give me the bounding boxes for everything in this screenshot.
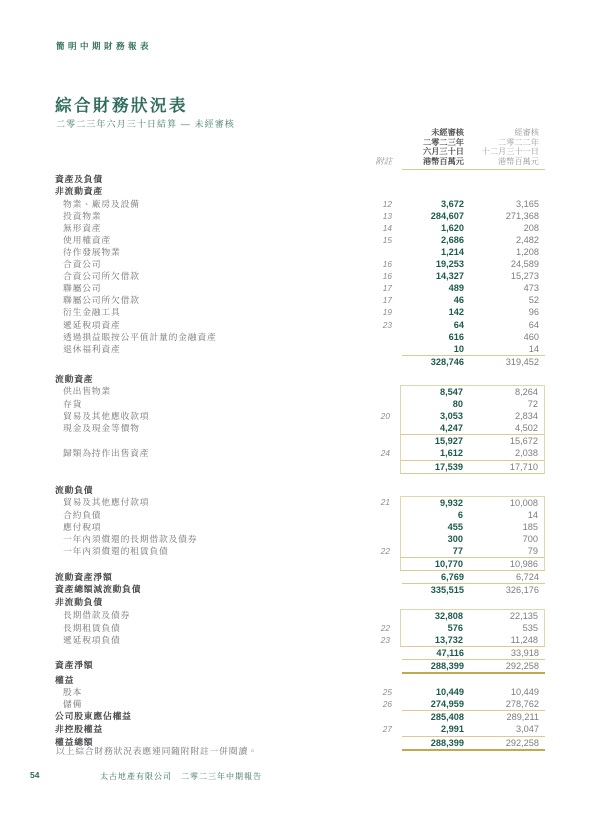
row-label: 聯屬公司 (63, 283, 102, 294)
value-2022 (464, 173, 545, 185)
row-values (400, 385, 545, 398)
value-2023: 10,770 (434, 559, 463, 570)
table-row (55, 282, 545, 294)
row-note-reference: 14 (382, 222, 392, 233)
page-number: 54 (30, 770, 40, 780)
row-note-reference (356, 557, 400, 571)
value-2023 (402, 185, 464, 197)
row-note-reference: 26 (382, 699, 392, 710)
report-section-tag: 簡明中期財務報表 (56, 41, 153, 51)
value-2023: 10 (453, 343, 464, 354)
row-values (402, 373, 545, 385)
table-row (55, 460, 545, 474)
row-note-reference: 23 (380, 634, 390, 645)
value-2023: 576 (447, 622, 463, 633)
row-note-reference: 25 (382, 687, 392, 698)
row-label: 非流動負債 (55, 597, 103, 608)
row-note-reference: 16 (382, 271, 392, 282)
table-row (55, 306, 545, 318)
value-2022: 700 (522, 534, 538, 544)
table-row (55, 319, 545, 331)
row-values (402, 596, 545, 608)
row-label: 資產淨額 (55, 659, 94, 670)
row-label: 供出售物業 (63, 385, 111, 396)
value-2023: 77 (452, 546, 463, 557)
row-note-reference (358, 736, 402, 751)
value-2022: 79 (527, 546, 538, 557)
row-label: 長期借款及債券 (63, 609, 131, 620)
row-label: 貿易及其他應收款項 (63, 411, 150, 422)
row-label: 無形資產 (63, 222, 102, 233)
row-values (402, 185, 545, 197)
col-2023-line3: 六月三十日 (423, 147, 464, 157)
row-label: 儲備 (63, 699, 83, 710)
row-note-reference (356, 422, 400, 434)
row-label: 資產總額減流動負債 (55, 584, 142, 595)
value-2022: 15,273 (510, 271, 539, 282)
value-2023: 300 (447, 534, 463, 544)
row-values (402, 222, 545, 234)
row-label: 非控股權益 (55, 724, 103, 735)
row-label: 退休福利資產 (63, 343, 121, 354)
value-2022 (464, 484, 545, 496)
table-row (55, 484, 545, 496)
value-2023: 19,253 (435, 259, 464, 270)
table-row (55, 222, 545, 234)
table-row (55, 596, 545, 608)
value-2022: 185 (522, 521, 538, 532)
row-values (400, 496, 545, 509)
value-2023: 1,620 (441, 222, 464, 233)
row-values (400, 634, 545, 647)
col-2023-line1: 未經審核 (431, 128, 464, 137)
value-2022: 1,208 (516, 246, 539, 257)
row-values (402, 234, 545, 246)
value-2022: 11,248 (510, 634, 538, 645)
row-label: 一年內須償還的租賃負債 (63, 546, 169, 557)
value-2023: 335,515 (430, 585, 464, 596)
value-2023: 46 (453, 295, 464, 306)
value-2023: 455 (447, 521, 463, 532)
table-row (55, 210, 545, 222)
row-note-reference (358, 373, 402, 385)
table-row (55, 331, 545, 343)
table-row (55, 723, 545, 735)
table-row (55, 185, 545, 197)
value-2022: 10,986 (509, 559, 538, 570)
row-label: 流動負債 (55, 484, 94, 495)
value-2022: 4,502 (515, 423, 538, 434)
row-label: 一年內須償還的長期借款及債券 (63, 534, 198, 544)
value-2023: 15,927 (434, 436, 463, 447)
table-row (55, 571, 545, 583)
table-row (55, 509, 545, 521)
row-label: 貿易及其他應付款項 (63, 496, 150, 507)
row-label: 歸類為持作出售資產 (63, 448, 150, 459)
col-2022-line2: 二零二二年 (498, 137, 539, 147)
col-2023-line4: 港幣百萬元 (423, 156, 464, 166)
table-row (55, 583, 545, 596)
value-2023: 3,053 (440, 411, 463, 422)
table-row (55, 659, 545, 674)
table-row (55, 622, 545, 634)
value-2022: 24,589 (510, 259, 539, 270)
value-2022: 10,008 (509, 497, 538, 508)
row-note-reference: 17 (382, 295, 392, 306)
row-note-reference: 16 (382, 259, 392, 270)
value-2023: 8,547 (440, 386, 463, 397)
row-values (400, 622, 545, 634)
col-2022-line1: 經審核 (514, 128, 539, 137)
col-2022-line3: 十二月三十一日 (481, 147, 539, 157)
row-note-reference (358, 484, 402, 496)
value-2022: 14 (527, 509, 538, 520)
value-2023: 80 (452, 399, 463, 410)
row-values (402, 484, 545, 496)
row-values (400, 460, 545, 474)
row-note-reference: 17 (382, 283, 392, 294)
row-values (402, 331, 545, 343)
value-2023: 6,769 (441, 572, 464, 583)
row-values (400, 434, 545, 447)
table-row (55, 434, 545, 447)
row-note-reference (358, 596, 402, 608)
row-note-reference: 24 (380, 448, 390, 459)
table-row (55, 355, 545, 368)
row-label: 存貨 (63, 399, 83, 410)
value-column-headers (402, 128, 545, 170)
row-label: 衍生金融工具 (63, 307, 121, 318)
row-note-reference (356, 533, 400, 545)
row-label: 現金及現金等價物 (63, 423, 140, 434)
row-values (400, 422, 545, 434)
value-2022: 460 (523, 331, 539, 342)
value-2023: 285,408 (430, 712, 464, 723)
page-subtitle: 二零二三年六月三十日結算 — 未經審核 (56, 119, 235, 129)
row-values (402, 258, 545, 270)
value-2023: 284,607 (430, 210, 464, 221)
row-values (402, 319, 545, 331)
value-2023: 328,746 (430, 356, 464, 367)
row-values (402, 343, 545, 355)
row-note-reference: 19 (382, 307, 392, 318)
row-label (55, 557, 356, 571)
value-2023: 64 (453, 319, 464, 330)
row-label: 權益 (55, 675, 75, 686)
value-2022: 22,135 (509, 610, 538, 621)
row-values (402, 647, 545, 659)
row-note-reference: 23 (382, 319, 392, 330)
table-rows (55, 173, 545, 750)
value-2022: 319,452 (505, 356, 539, 367)
table-row (55, 398, 545, 410)
row-values (402, 723, 545, 735)
value-2022: 52 (528, 295, 539, 306)
row-note-reference (358, 173, 402, 185)
value-2023: 14,327 (435, 271, 464, 282)
page-title: 綜合財務狀況表 (55, 97, 188, 115)
value-2023: 17,539 (434, 461, 463, 472)
table-row (55, 496, 545, 509)
row-note-reference (356, 521, 400, 533)
table-row (55, 373, 545, 385)
row-label: 非流動資產 (55, 186, 103, 197)
row-label: 投資物業 (63, 210, 102, 221)
value-2023 (402, 373, 464, 385)
row-label: 合資公司所欠借款 (63, 271, 140, 282)
row-label: 權益總額 (55, 736, 94, 747)
report-footer: 太古地產有限公司 二零二三年中期報告 (100, 772, 262, 781)
row-values (402, 294, 545, 306)
value-2023: 616 (448, 331, 464, 342)
value-2023: 3,672 (441, 198, 464, 209)
value-2023: 47,116 (436, 647, 464, 658)
row-values (402, 659, 545, 674)
value-2022: 2,834 (515, 411, 538, 422)
table-row (55, 686, 545, 698)
value-2022: 33,918 (510, 647, 539, 658)
row-label (55, 355, 358, 368)
row-note-reference (356, 434, 400, 447)
value-2022 (464, 674, 545, 686)
value-2022: 15,672 (509, 436, 538, 447)
row-label: 股本 (63, 687, 83, 698)
row-note-reference: 27 (382, 724, 392, 735)
value-2022 (464, 185, 545, 197)
value-2023: 1,612 (440, 448, 463, 459)
table-row (55, 647, 545, 659)
row-label: 合資公司 (63, 259, 102, 270)
table-row (55, 533, 545, 545)
value-2022: 3,047 (516, 724, 539, 735)
row-values (400, 398, 545, 410)
value-2023: 13,732 (434, 634, 463, 645)
value-2022: 2,038 (515, 448, 538, 459)
row-note-reference: 13 (382, 210, 392, 221)
value-2022: 2,482 (516, 234, 539, 245)
row-values (402, 282, 545, 294)
value-2022: 292,258 (505, 737, 539, 748)
value-2023 (402, 173, 464, 185)
table-row (55, 270, 545, 282)
reading-note: 以上綜合財務狀況表應連同隨附附註一併閱讀。 (56, 746, 258, 756)
row-label: 流動資產淨額 (55, 572, 113, 583)
table-column-headers (55, 128, 545, 170)
row-values (400, 545, 545, 557)
row-label: 流動資產 (55, 373, 94, 384)
row-values (402, 246, 545, 258)
value-2022: 473 (523, 283, 539, 294)
row-values (402, 270, 545, 282)
row-values (400, 609, 545, 622)
row-note-reference (358, 331, 402, 343)
row-note-reference (358, 583, 402, 596)
value-2022: 64 (528, 319, 539, 330)
row-note-reference: 22 (380, 622, 390, 633)
table-row (55, 634, 545, 647)
value-2022: 289,211 (506, 712, 539, 723)
table-row (55, 343, 545, 355)
table-row (55, 521, 545, 533)
row-values (402, 355, 545, 368)
row-note-reference (358, 647, 402, 659)
row-label: 公司股東應佔權益 (55, 711, 132, 722)
table-row (55, 410, 545, 422)
value-2022: 17,710 (509, 461, 538, 472)
row-note-reference (356, 460, 400, 474)
row-note-reference: 21 (380, 496, 390, 507)
row-label (55, 647, 358, 659)
row-values (402, 698, 545, 710)
value-2023: 2,686 (441, 234, 464, 245)
value-2022: 72 (527, 399, 538, 410)
value-2022 (464, 373, 545, 385)
value-2023: 288,399 (430, 660, 464, 671)
value-2022: 96 (528, 307, 539, 318)
row-values (400, 509, 545, 521)
row-note-reference (356, 385, 400, 398)
table-row (55, 198, 545, 210)
row-label: 遞延稅項資產 (63, 319, 121, 330)
column-header-2023 (402, 128, 464, 166)
row-note-reference (358, 674, 402, 686)
value-2023 (402, 596, 464, 608)
value-2022: 271,368 (505, 210, 539, 221)
row-label (55, 460, 356, 474)
row-label: 應付稅項 (63, 521, 102, 532)
table-row (55, 609, 545, 622)
row-values (402, 710, 545, 723)
row-label: 聯屬公司所欠借款 (63, 295, 140, 306)
row-note-reference (358, 185, 402, 197)
row-note-reference: 20 (380, 411, 390, 422)
row-label: 物業、廠房及設備 (63, 198, 140, 209)
table-row (55, 234, 545, 246)
value-2022: 208 (523, 222, 539, 233)
row-values (400, 557, 545, 571)
value-2023: 288,399 (430, 737, 464, 748)
row-values (402, 173, 545, 185)
value-2022: 326,176 (505, 585, 539, 596)
row-label: 遞延稅項負債 (63, 634, 121, 645)
row-values (402, 210, 545, 222)
row-note-reference (358, 571, 402, 583)
value-2022: 292,258 (505, 660, 539, 671)
value-2022: 278,762 (505, 699, 539, 710)
row-values (402, 736, 545, 751)
row-note-reference (358, 710, 402, 723)
value-2023: 32,808 (434, 610, 463, 621)
notes-column-header: 附註 (375, 156, 392, 167)
value-2022 (464, 596, 545, 608)
row-label: 待作發展物業 (63, 246, 121, 257)
row-note-reference (358, 355, 402, 368)
value-2023: 489 (448, 283, 464, 294)
row-label: 使用權資產 (63, 234, 111, 245)
table-row (55, 258, 545, 270)
row-values (402, 686, 545, 698)
row-values (402, 583, 545, 596)
col-2022-line4: 港幣百萬元 (498, 156, 539, 166)
row-label: 透過損益賬按公平值計量的金融資產 (63, 331, 217, 342)
row-note-reference: 22 (380, 546, 390, 557)
value-2022: 8,264 (515, 386, 538, 397)
row-values (400, 447, 545, 459)
value-2023 (402, 484, 464, 496)
value-2023: 4,247 (440, 423, 463, 434)
row-label: 長期租賃負債 (63, 622, 121, 633)
table-row (55, 710, 545, 723)
value-2022: 535 (522, 622, 538, 633)
row-values (402, 306, 545, 318)
row-values (402, 198, 545, 210)
value-2022: 3,165 (516, 198, 539, 209)
value-2022: 14 (528, 343, 539, 354)
row-label (55, 434, 356, 447)
row-values (400, 533, 545, 545)
table-row (55, 545, 545, 557)
col-2023-line2: 二零二三年 (423, 137, 464, 147)
table-row (55, 698, 545, 710)
table-row (55, 246, 545, 258)
row-note-reference: 12 (382, 198, 392, 209)
row-note-reference (358, 246, 402, 258)
value-2023: 142 (448, 307, 464, 318)
table-row (55, 385, 545, 398)
value-2023: 9,932 (440, 497, 463, 508)
value-2023: 10,449 (435, 687, 464, 698)
row-note-reference: 15 (382, 234, 392, 245)
row-label: 合約負債 (63, 509, 102, 520)
row-note-reference (356, 509, 400, 521)
value-2023 (402, 674, 464, 686)
column-header-2022 (464, 128, 545, 166)
table-row (55, 674, 545, 686)
row-values (402, 571, 545, 583)
value-2022: 10,449 (510, 687, 539, 698)
value-2023: 6 (457, 509, 463, 520)
row-note-reference (358, 343, 402, 355)
row-note-reference (358, 659, 402, 674)
statement-of-financial-position-table (55, 128, 545, 751)
table-row (55, 173, 545, 185)
value-2023: 274,959 (430, 699, 464, 710)
value-2022: 6,724 (516, 572, 539, 583)
value-2023: 1,214 (441, 246, 464, 257)
table-row (55, 447, 545, 459)
table-row (55, 294, 545, 306)
table-row (55, 557, 545, 571)
row-values (402, 674, 545, 686)
row-label: 資產及負債 (55, 174, 103, 185)
row-note-reference (356, 398, 400, 410)
row-values (400, 410, 545, 422)
row-note-reference (356, 609, 400, 622)
value-2023: 2,991 (441, 724, 464, 735)
row-values (400, 521, 545, 533)
table-row (55, 422, 545, 434)
